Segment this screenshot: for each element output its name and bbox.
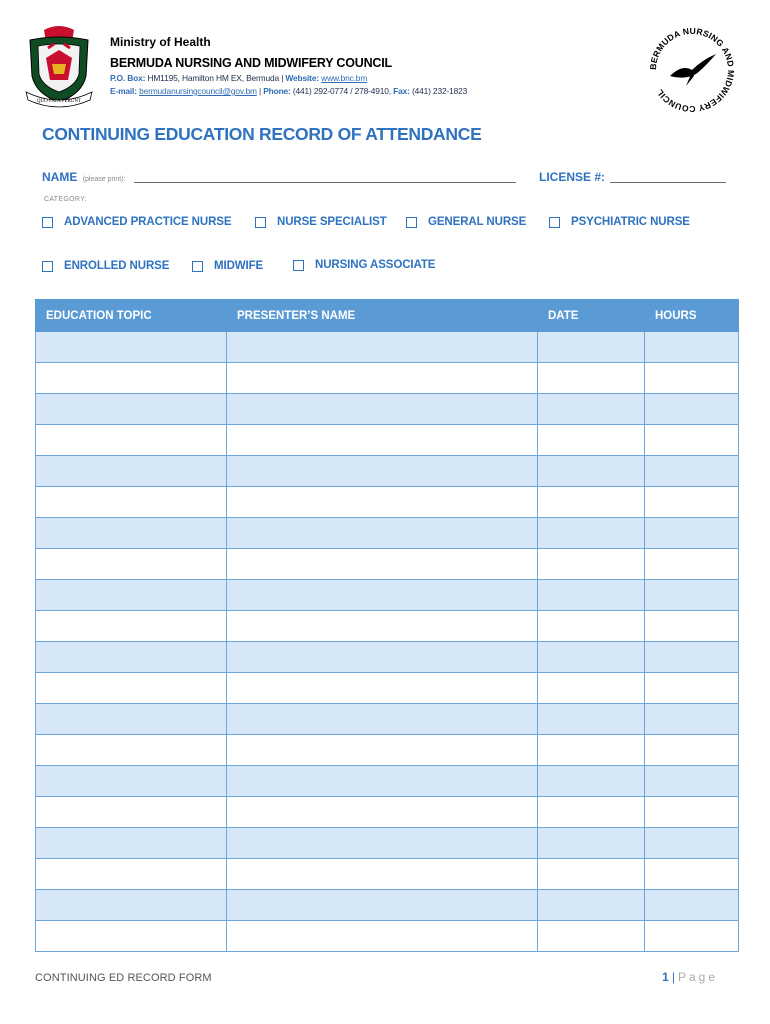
cell-date[interactable] <box>538 611 645 642</box>
cell-education-topic[interactable] <box>36 859 227 890</box>
checkbox-box[interactable] <box>42 261 53 272</box>
cell-hours[interactable] <box>645 921 739 952</box>
cell-date[interactable] <box>538 425 645 456</box>
cell-education-topic[interactable] <box>36 332 227 363</box>
cell-education-topic[interactable] <box>36 890 227 921</box>
cell-hours[interactable] <box>645 766 739 797</box>
header-education-topic: EDUCATION TOPIC <box>36 300 227 332</box>
cell-hours[interactable] <box>645 518 739 549</box>
header-date: DATE <box>538 300 645 332</box>
table-row <box>36 642 739 673</box>
cell-presenter-name[interactable] <box>227 642 538 673</box>
phone-value: (441) 292-0774 / 278-4910 <box>292 86 389 96</box>
table-row <box>36 611 739 642</box>
cell-education-topic[interactable] <box>36 363 227 394</box>
cell-presenter-name[interactable] <box>227 580 538 611</box>
cell-hours[interactable] <box>645 456 739 487</box>
cell-hours[interactable] <box>645 642 739 673</box>
table-row <box>36 425 739 456</box>
name-label-text: NAME <box>42 170 78 184</box>
name-license-row <box>42 170 732 188</box>
cell-hours[interactable] <box>645 425 739 456</box>
ministry-name: Ministry of Health <box>110 35 211 49</box>
cell-presenter-name[interactable] <box>227 456 538 487</box>
cell-date[interactable] <box>538 642 645 673</box>
table-row <box>36 735 739 766</box>
checkbox-box[interactable] <box>549 217 560 228</box>
page-number: 1 <box>662 970 669 984</box>
checkbox-general-nurse[interactable] <box>406 214 526 230</box>
cell-hours[interactable] <box>645 394 739 425</box>
table-row <box>36 673 739 704</box>
cell-presenter-name[interactable] <box>227 797 538 828</box>
cell-education-topic[interactable] <box>36 673 227 704</box>
table-row <box>36 580 739 611</box>
table-row <box>36 518 739 549</box>
checkbox-box[interactable] <box>293 260 304 271</box>
checkbox-box[interactable] <box>42 217 53 228</box>
cell-hours[interactable] <box>645 704 739 735</box>
header-presenter-name: PRESENTER’S NAME <box>227 300 538 332</box>
cell-education-topic[interactable] <box>36 797 227 828</box>
fax-value: (441) 232-1823 <box>411 86 468 96</box>
license-field[interactable] <box>610 182 726 183</box>
cell-presenter-name[interactable] <box>227 828 538 859</box>
table-row <box>36 766 739 797</box>
footer-form-name: CONTINUING ED RECORD FORM <box>35 972 212 984</box>
checkbox-nurse-specialist[interactable] <box>255 214 387 230</box>
cell-date[interactable] <box>538 859 645 890</box>
table-row <box>36 487 739 518</box>
attendance-table <box>35 299 739 952</box>
table-row <box>36 704 739 735</box>
cell-date[interactable] <box>538 797 645 828</box>
cell-education-topic[interactable] <box>36 611 227 642</box>
cell-education-topic[interactable] <box>36 394 227 425</box>
cell-hours[interactable] <box>645 487 739 518</box>
page-label: Page <box>677 970 718 984</box>
cell-date[interactable] <box>538 828 645 859</box>
po-box-label: P.O. Box: <box>110 73 146 83</box>
cell-date[interactable] <box>538 456 645 487</box>
email-label: E-mail: <box>110 86 137 96</box>
table-row <box>36 549 739 580</box>
cell-presenter-name[interactable] <box>227 704 538 735</box>
cell-hours[interactable] <box>645 549 739 580</box>
name-field[interactable] <box>134 182 516 183</box>
cell-date[interactable] <box>538 704 645 735</box>
crest-motto: QUO FATA FERUNT <box>36 99 82 104</box>
table-row <box>36 859 739 890</box>
checkbox-label: ENROLLED NURSE <box>64 260 170 272</box>
cell-date[interactable] <box>538 518 645 549</box>
cell-education-topic[interactable] <box>36 549 227 580</box>
cell-education-topic[interactable] <box>36 456 227 487</box>
table-row <box>36 828 739 859</box>
checkbox-label: NURSE SPECIALIST <box>277 216 387 228</box>
cell-education-topic[interactable] <box>36 921 227 952</box>
po-box-value: HM1195, Hamilton HM EX, Bermuda <box>147 73 280 83</box>
cell-education-topic[interactable] <box>36 518 227 549</box>
cell-presenter-name[interactable] <box>227 518 538 549</box>
cell-hours[interactable] <box>645 673 739 704</box>
cell-hours[interactable] <box>645 611 739 642</box>
table-row <box>36 921 739 952</box>
cell-presenter-name[interactable] <box>227 859 538 890</box>
cell-education-topic[interactable] <box>36 425 227 456</box>
cell-presenter-name[interactable] <box>227 611 538 642</box>
cell-education-topic[interactable] <box>36 642 227 673</box>
cell-hours[interactable] <box>645 735 739 766</box>
table-body <box>36 332 739 952</box>
checkbox-psychiatric-nurse[interactable] <box>549 214 690 230</box>
checkbox-midwife[interactable] <box>192 258 263 274</box>
contact-line-2: E-mail: bermudanursingcouncil@gov.bm | Phone: (441) 292-0774 / 278-4910, Fax: (441) 232-1823 <box>110 86 468 96</box>
cell-education-topic[interactable] <box>36 766 227 797</box>
checkbox-label: ADVANCED PRACTICE NURSE <box>64 216 232 228</box>
fax-label: Fax: <box>393 86 410 96</box>
checkbox-label: GENERAL NURSE <box>428 216 527 228</box>
license-label: LICENSE #: <box>539 170 606 184</box>
cell-date[interactable] <box>538 549 645 580</box>
checkbox-box[interactable] <box>192 261 203 272</box>
checkbox-box[interactable] <box>255 217 266 228</box>
seal-text: BERMUDA NURSING AND MIDWIFERY COUNCIL <box>647 25 737 115</box>
page-indicator: 1 | Page <box>662 970 718 984</box>
cell-education-topic[interactable] <box>36 704 227 735</box>
cell-presenter-name[interactable] <box>227 363 538 394</box>
cell-presenter-name[interactable] <box>227 890 538 921</box>
checkbox-label: PSYCHIATRIC NURSE <box>571 216 690 228</box>
table-header-row <box>36 300 739 332</box>
cell-hours[interactable] <box>645 859 739 890</box>
cell-hours[interactable] <box>645 332 739 363</box>
cell-hours[interactable] <box>645 828 739 859</box>
form-title: CONTINUING EDUCATION RECORD OF ATTENDANCE <box>42 124 482 144</box>
cell-date[interactable] <box>538 332 645 363</box>
cell-presenter-name[interactable] <box>227 332 538 363</box>
table-row <box>36 797 739 828</box>
cell-date[interactable] <box>538 921 645 952</box>
name-label <box>42 170 125 184</box>
checkbox-label: NURSING ASSOCIATE <box>315 259 436 271</box>
cell-education-topic[interactable] <box>36 487 227 518</box>
checkbox-label: MIDWIFE <box>214 260 264 272</box>
cell-date[interactable] <box>538 766 645 797</box>
council-name: BERMUDA NURSING AND MIDWIFERY COUNCIL <box>110 56 392 70</box>
category-label: CATEGORY: <box>44 196 87 203</box>
cell-date[interactable] <box>538 673 645 704</box>
website-label: Website: <box>285 73 319 83</box>
table-row <box>36 332 739 363</box>
email-link[interactable]: bermudanursingcouncil@gov.bm <box>139 86 257 96</box>
cell-presenter-name[interactable] <box>227 487 538 518</box>
letterhead <box>110 34 630 98</box>
cell-date[interactable] <box>538 580 645 611</box>
cell-presenter-name[interactable] <box>227 766 538 797</box>
cell-education-topic[interactable] <box>36 735 227 766</box>
cell-presenter-name[interactable] <box>227 735 538 766</box>
cell-hours[interactable] <box>645 580 739 611</box>
website-link[interactable]: www.bnc.bm <box>321 73 368 83</box>
cell-date[interactable] <box>538 487 645 518</box>
phone-label: Phone: <box>263 86 291 96</box>
checkbox-box[interactable] <box>406 217 417 228</box>
cell-presenter-name[interactable] <box>227 425 538 456</box>
cell-presenter-name[interactable] <box>227 673 538 704</box>
checkbox-enrolled-nurse[interactable] <box>42 258 169 274</box>
cell-hours[interactable] <box>645 797 739 828</box>
bermuda-coat-of-arms-logo <box>24 24 94 110</box>
cell-hours[interactable] <box>645 363 739 394</box>
cell-education-topic[interactable] <box>36 828 227 859</box>
cell-education-topic[interactable] <box>36 580 227 611</box>
checkbox-advanced-practice-nurse[interactable] <box>42 214 231 230</box>
cell-presenter-name[interactable] <box>227 394 538 425</box>
cell-date[interactable] <box>538 394 645 425</box>
cell-presenter-name[interactable] <box>227 921 538 952</box>
cell-hours[interactable] <box>645 890 739 921</box>
checkbox-nursing-associate[interactable] <box>293 257 435 273</box>
table-row <box>36 890 739 921</box>
table-row <box>36 456 739 487</box>
cell-date[interactable] <box>538 735 645 766</box>
contact-line-1: P.O. Box: HM1195, Hamilton HM EX, Bermuda | Website: www.bnc.bm <box>110 73 368 83</box>
name-hint: (please print): <box>82 176 126 183</box>
cell-date[interactable] <box>538 890 645 921</box>
table-row <box>36 394 739 425</box>
cell-presenter-name[interactable] <box>227 549 538 580</box>
cell-date[interactable] <box>538 363 645 394</box>
council-seal-logo <box>646 24 738 116</box>
header-hours: HOURS <box>645 300 739 332</box>
table-row <box>36 363 739 394</box>
